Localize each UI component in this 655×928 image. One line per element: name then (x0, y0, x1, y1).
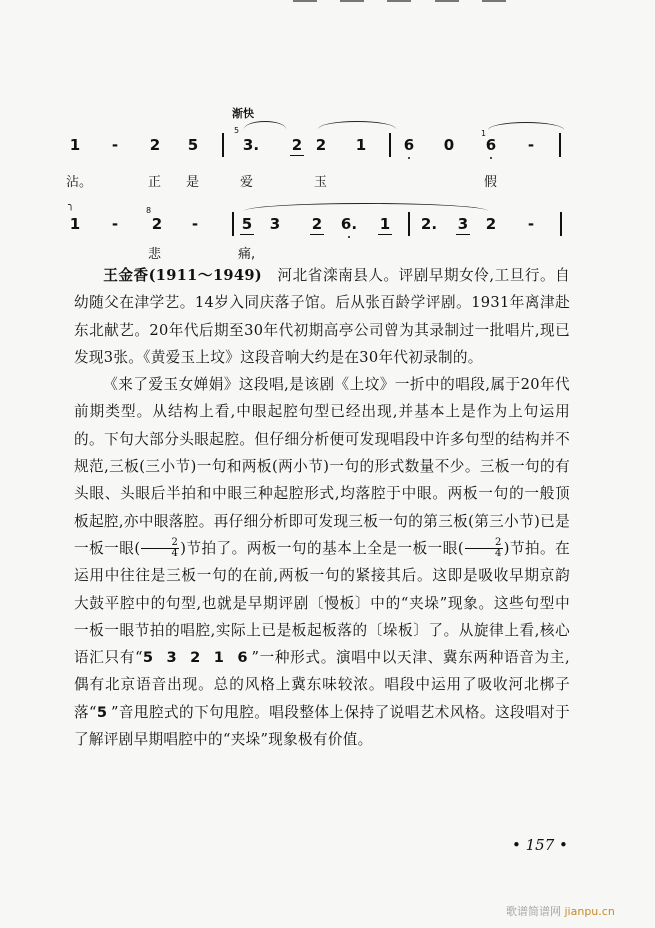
watermark-site-name: 歌谱简谱网 (506, 905, 561, 918)
note: 5 (241, 215, 253, 233)
note: 5 (187, 136, 199, 154)
note: - (111, 215, 119, 233)
watermark (506, 903, 615, 919)
note: 3. (242, 136, 260, 154)
biography-text: 河北省滦南县人。评剧早期女伶,工旦行。自幼随父在津学艺。14岁入同庆落子馆。后从张百龄学评剧。1931年离津赴东北献艺。20年代后期至30年代初期高亭公司曾为其录制过一批唱片,现已发现3张。《黄爱玉上坟》这段音响大约是在30年代初录制的。 (74, 267, 570, 366)
lyric: 悲 (148, 247, 162, 262)
note: - (527, 136, 535, 154)
slur (244, 203, 488, 212)
grace-note: 8 (146, 206, 152, 215)
barline (560, 212, 562, 236)
slur (488, 122, 564, 131)
lyric: 是 (186, 175, 200, 190)
watermark-url: jianpu.cn (564, 905, 615, 918)
note: 3 (457, 215, 469, 233)
note: 1 (355, 136, 367, 154)
time-signature (141, 538, 179, 559)
note: 6 (485, 136, 497, 154)
lyric: 爱 (240, 175, 254, 190)
analysis-text: 《来了爱玉女婵娟》这段唱,是该剧《上坟》一折中的唱段,属于20年代前期类型。从结构上看,中眼起腔句型已经出现,并基本上是作为上句运用的。下句大部分头眼起腔。但仔细分析便可发现唱段中许多句型的结构并不规范,三板(三小节)一句和两板(两小节)一句的形式数量不少。三板一句的有头眼、头眼后半拍和中眼三种起腔形式,均落腔于中眼。两板一句的一般顶板起腔,亦中眼落腔。再仔细分析即可发现三板一句的第三板(第三小节)已是一板一眼( (74, 376, 570, 557)
analysis-text: ”音甩腔式的下句甩腔。唱段整体上保持了说唱艺术风格。这段唱对于了解评剧早期唱腔中的“夹垛”现象极有价值。 (74, 703, 571, 749)
note: 2 (291, 136, 303, 154)
article-body (74, 262, 570, 753)
phrase-mark: ╮ (68, 200, 75, 211)
time-signature (465, 538, 503, 559)
note: 1 (69, 215, 81, 233)
note: - (191, 215, 199, 233)
grace-note: 1 (481, 129, 487, 138)
edge-mark (435, 0, 459, 2)
time-sig-denominator: 4 (495, 548, 502, 560)
grace-note: 5 (234, 126, 240, 135)
note: 1 (379, 215, 391, 233)
note: 6. (338, 215, 360, 233)
barline (232, 212, 234, 236)
note: 2 (315, 136, 327, 154)
slur (244, 121, 286, 130)
time-sig-denominator: 4 (171, 548, 179, 560)
analysis-text: )节拍。在运用中往往是三板一句的在前,两板一句的紧接其后。这即是吸收早期京韵大鼓平腔中的句型,也就是早期评剧〔慢板〕中的“夹垛”现象。这些句型中一板一眼节拍的唱腔,实际上已是板起板落的〔垛板〕了。从旋律上看,核心语汇只有“ (74, 539, 571, 667)
edge-mark (482, 0, 506, 2)
analysis-text: )节拍了。两板一句的基本上全是一板一眼( (180, 539, 464, 557)
note: 2 (485, 215, 497, 233)
lyric: 痛, (238, 247, 256, 262)
lyric: 玉 (314, 175, 328, 190)
note: 2 (151, 215, 163, 233)
edge-mark (293, 0, 317, 2)
slur (318, 121, 396, 130)
page-number: • 157 • (512, 836, 568, 854)
melodic-motif: 5 3 2 1 6 (142, 649, 252, 667)
note: 0 (443, 136, 455, 154)
note: 6 (403, 136, 415, 154)
note: 3 (269, 215, 281, 233)
barline (389, 133, 391, 157)
time-sig-numerator: 2 (465, 538, 503, 549)
note: 2 (311, 215, 323, 233)
biography-heading: 王金香(1911～1949) (103, 267, 262, 284)
edge-mark (340, 0, 364, 2)
edge-mark (387, 0, 411, 2)
analysis-text: ”一种形式。演唱中以天津、冀东两种语音为主,偶有北京语音出现。总的风格上冀东味较浓。唱段中运用了吸收河北梆子落“ (74, 649, 570, 721)
time-sig-numerator: 2 (141, 538, 179, 549)
lyric: 正 (148, 175, 162, 190)
note: - (111, 136, 119, 154)
barline (408, 212, 410, 236)
note: 2 (149, 136, 161, 154)
note: 2. (420, 215, 438, 233)
tempo-marking: 渐快 (232, 107, 254, 120)
note: - (527, 215, 535, 233)
note: 1 (69, 136, 81, 154)
lyric: 沾。 (66, 175, 93, 190)
lyric: 假 (484, 175, 498, 190)
paragraph-biography (74, 262, 570, 371)
barline (222, 133, 224, 157)
note-reference: 5 (96, 703, 111, 721)
paragraph-analysis (74, 371, 570, 753)
barline (559, 133, 561, 157)
